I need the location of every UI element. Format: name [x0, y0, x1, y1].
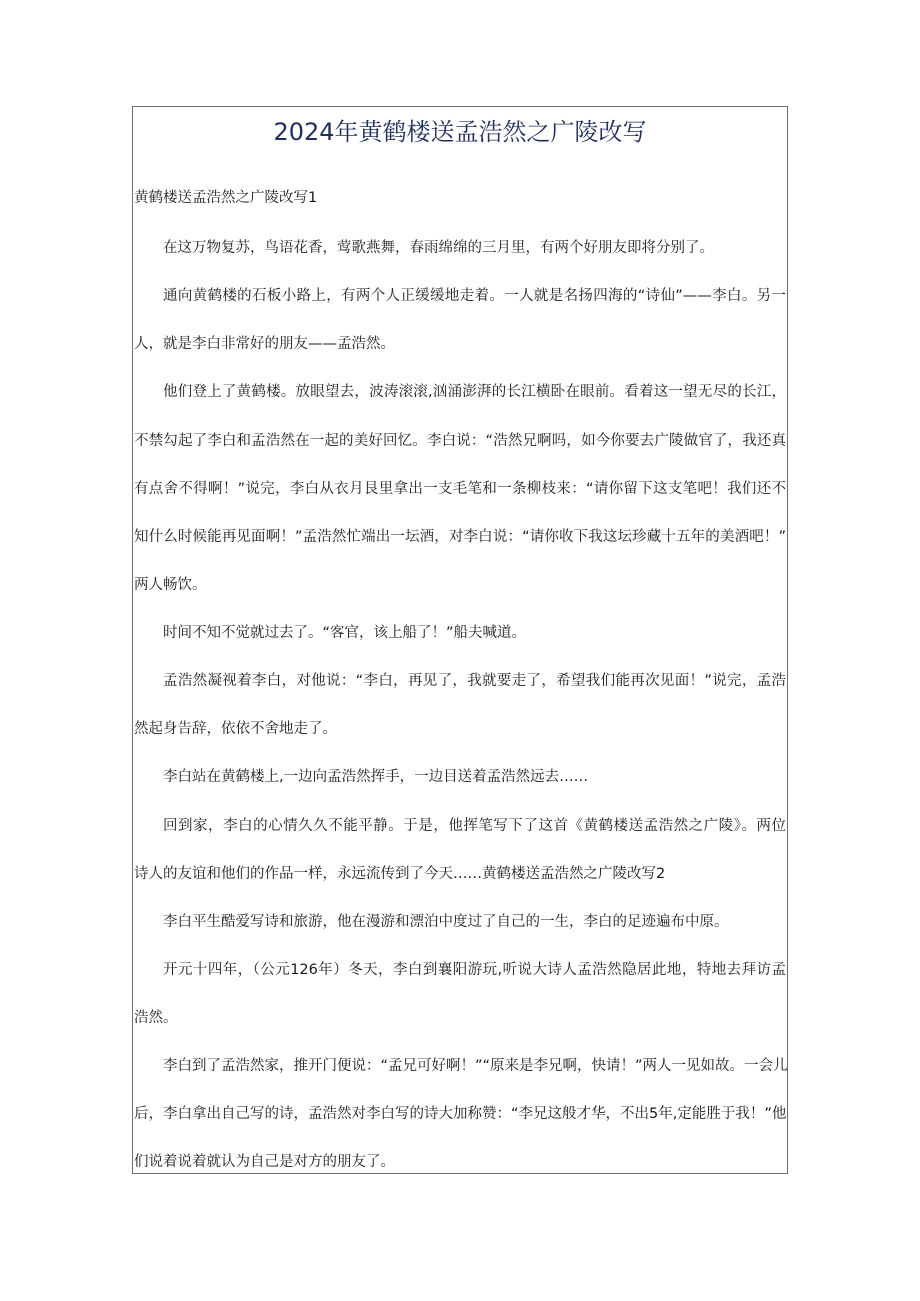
paragraph-line: 李白到了孟浩然家，推开门便说：“孟兄可好啊！”“原来是李兄啊，快请！”两人一见如故。一会儿 — [163, 1058, 788, 1074]
section-heading-1: 黄鹤楼送孟浩然之广陵改写1 — [134, 190, 318, 206]
paragraph-line: 李白平生酷爱写诗和旅游，他在漫游和漂泊中度过了自己的一生，李白的足迹遍布中原。 — [163, 914, 729, 930]
paragraph-line: 然起身告辞，依依不舍地走了。 — [134, 721, 337, 737]
document-title: 2024年黄鹤楼送孟浩然之广陵改写 — [273, 118, 647, 146]
paragraph-line: 孟浩然凝视着李白，对他说：“李白，再见了，我就要走了，希望我们能再次见面！”说完，孟浩 — [163, 673, 786, 689]
paragraph-line: 不禁勾起了李白和孟浩然在一起的美好回忆。李白说：“浩然兄啊吗，如今你要去广陵做官了，我还真 — [134, 433, 786, 449]
paragraph-line: 有点舍不得啊！”说完，李白从衣月艮里拿出一支毛笔和一条柳枝来：“请你留下这支笔吧！我们还不 — [134, 481, 786, 497]
paragraph-line: 李白站在黄鹤楼上,一边向孟浩然挥手，一边目送着孟浩然远去…… — [163, 769, 589, 785]
paragraph-line: 们说着说着就认为自己是对方的朋友了。 — [134, 1154, 395, 1170]
paragraph-line: 浩然。 — [134, 1010, 178, 1026]
paragraph-line: 回到家，李白的心情久久不能平静。于是，他挥笔写下了这首《黄鹤楼送孟浩然之广陵》。两位 — [163, 818, 786, 834]
paragraph-line: 诗人的友谊和他们的作品一样，永远流传到了今天……黄鹤楼送孟浩然之广陵改写2 — [134, 866, 666, 882]
paragraph-line: 他们登上了黄鹤楼。放眼望去，波涛滚滚,汹涌澎湃的长江横卧在眼前。看着这一望无尽的长江， — [163, 384, 786, 400]
paragraph-line: 后，李白拿出自己写的诗，孟浩然对李白写的诗大加称赞：“李兄这般才华，不出5年,定能胜于我！”他 — [134, 1106, 787, 1122]
paragraph-line: 两人畅饮。 — [134, 577, 207, 593]
paragraph-line: 在这万物复苏，鸟语花香，莺歌燕舞，春雨绵绵的三月里，有两个好朋友即将分别了。 — [163, 240, 714, 256]
paragraph-line: 知什么时候能再见面啊！”孟浩然忙端出一坛酒，对李白说：“请你收下我这坛珍藏十五年的美酒吧！” — [134, 529, 786, 545]
paragraph-line: 人，就是李白非常好的朋友——孟浩然。 — [134, 336, 395, 352]
paragraph-line: 开元十四年，（公元126年）冬天，李白到襄阳游玩,听说大诗人孟浩然隐居此地，特地去拜访孟 — [163, 962, 786, 978]
paragraph-line: 通向黄鹤楼的石板小路上，有两个人正缓缓地走着。一人就是名扬四海的“诗仙”——李白。另一 — [163, 288, 786, 304]
paragraph-line: 时间不知不觉就过去了。“客官，该上船了！”船夫喊道。 — [163, 625, 527, 641]
